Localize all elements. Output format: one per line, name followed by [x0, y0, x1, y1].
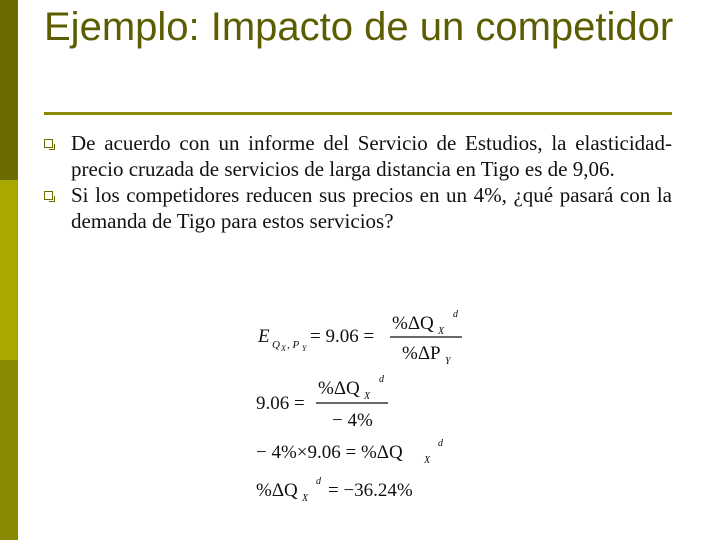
title-divider: [44, 112, 672, 115]
side-band-bottom: [0, 180, 18, 540]
bullet-item: [44, 182, 672, 234]
eq3-sup: d: [438, 438, 443, 449]
eq1-lhs-subsub: X: [281, 344, 286, 353]
bullet-list: [44, 130, 672, 234]
equation-block: [252, 308, 512, 508]
eq4-rhs: = −36.24%: [328, 480, 413, 501]
slide-title: Ejemplo: Impacto de un competidor: [44, 5, 674, 49]
eq3-expression: − 4%×9.06 = %ΔQ: [256, 442, 403, 463]
eq4-sup: d: [316, 476, 321, 487]
eq1-equals-value: = 9.06 =: [310, 326, 375, 347]
eq1-lhs: E: [258, 326, 270, 347]
equation-1: [257, 309, 462, 367]
eq2-denominator: − 4%: [332, 410, 373, 431]
eq1-lhs-sub: Q: [272, 339, 280, 351]
eq2-numerator: %ΔQ: [318, 378, 360, 399]
eq1-denominator: %ΔP: [402, 343, 441, 364]
eq1-lhs-sub2: , P: [287, 339, 300, 351]
eq1-num-sup: d: [453, 309, 458, 320]
eq1-num-sub: X: [438, 326, 445, 337]
eq1-lhs-sub2sub: Y: [302, 344, 307, 353]
equation-2: [256, 374, 388, 431]
equation-3: [256, 438, 444, 466]
equation-4: [256, 476, 413, 504]
side-band-top: [0, 0, 18, 180]
equation-svg: [252, 308, 512, 508]
eq1-numerator: %ΔQ: [392, 313, 434, 334]
square-bullet-icon: [44, 191, 53, 200]
square-bullet-icon: [44, 139, 53, 148]
bullet-text: De acuerdo con un informe del Servicio de Estudios, la elasticidad-precio cruzada de servicios de larga distancia en Tigo es de 9,06.: [71, 131, 672, 181]
eq2-num-sup: d: [379, 374, 384, 385]
eq3-sub: X: [424, 455, 431, 466]
eq4-lhs: %ΔQ: [256, 480, 298, 501]
eq4-sub: X: [302, 493, 309, 504]
eq2-lhs: 9.06 =: [256, 393, 305, 414]
eq1-den-sub: Y: [445, 356, 451, 367]
eq2-num-sub: X: [364, 391, 371, 402]
bullet-text: Si los competidores reducen sus precios en un 4%, ¿qué pasará con la demanda de Tigo para estos servicios?: [71, 183, 672, 233]
bullet-item: [44, 130, 672, 182]
